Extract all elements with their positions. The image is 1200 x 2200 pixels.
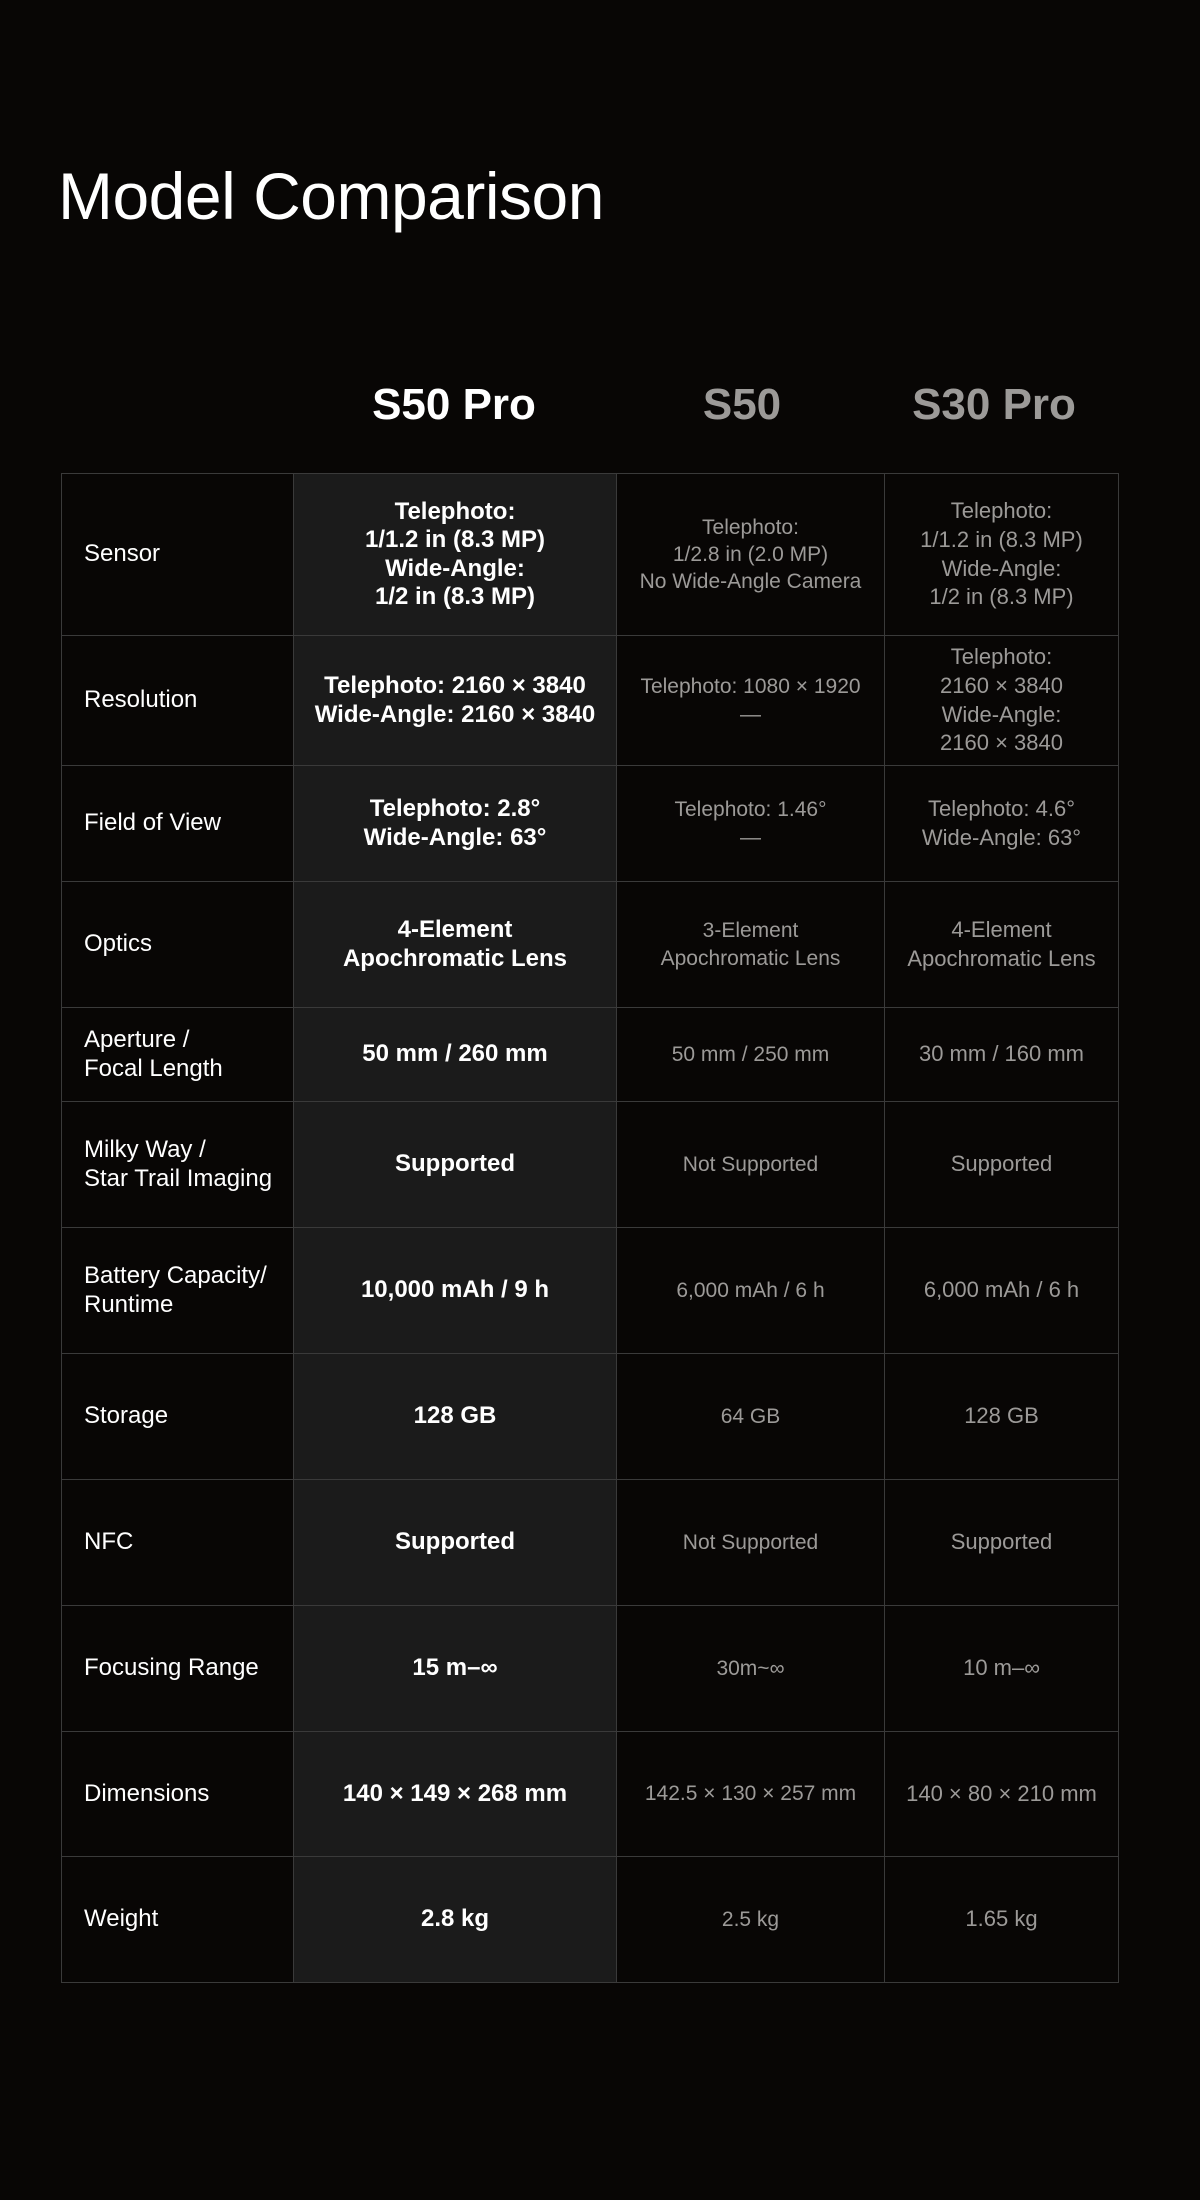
model-header-s50-pro: S50 Pro (372, 380, 536, 429)
table-row (62, 1857, 1119, 1983)
row-label (62, 1732, 294, 1857)
value-cell-s30-pro (885, 1102, 1119, 1228)
value-line: 1/2 in (8.3 MP) (374, 582, 536, 610)
value-cell-s50 (617, 1606, 885, 1732)
value-line: Telephoto: (950, 498, 1053, 524)
table-row (62, 1008, 1119, 1102)
row-label (62, 1228, 294, 1354)
value-line: 2160 × 3840 (940, 672, 1063, 698)
value-cell-s50 (617, 1008, 885, 1102)
value-line: 6,000 mAh / 6 h (923, 1277, 1080, 1303)
value-cell-s30-pro (885, 1480, 1119, 1606)
model-header-s50: S50 (702, 380, 782, 429)
table-row (62, 882, 1119, 1008)
value-line: Telephoto: (702, 515, 799, 539)
row-label (62, 766, 294, 882)
value-line: 2.5 kg (721, 1907, 780, 1931)
row-label-line: Aperture / (84, 1025, 190, 1053)
value-line: Not Supported (682, 1530, 819, 1554)
value-line: Wide-Angle: (941, 555, 1062, 581)
value-line: 4-Element (397, 916, 513, 944)
value-cell-s50-pro (294, 1480, 617, 1606)
table-row (62, 474, 1119, 636)
value-cell-s50 (617, 1857, 885, 1983)
value-cell-s50-pro (294, 474, 617, 636)
value-line: 30 mm / 160 mm (918, 1041, 1085, 1067)
value-cell-s50 (617, 1354, 885, 1480)
value-cell-s30-pro (885, 1857, 1119, 1983)
row-label-line: Weight (84, 1905, 159, 1933)
value-cell-s50 (617, 766, 885, 882)
value-line: 4-Element (951, 916, 1052, 942)
row-label-line: Focusing Range (84, 1654, 259, 1682)
value-line: 10 m–∞ (963, 1655, 1040, 1681)
value-line: Supported (395, 1528, 515, 1556)
table-row (62, 766, 1119, 882)
value-line: 128 GB (413, 1402, 497, 1430)
value-line: Telephoto: (950, 644, 1053, 670)
value-line: Not Supported (682, 1152, 819, 1176)
value-line: Telephoto: 1080 × 1920 (640, 675, 861, 699)
value-cell-s50-pro (294, 882, 617, 1008)
value-line: — (740, 825, 761, 849)
value-line: Wide-Angle: (385, 554, 525, 582)
page-title: Model Comparison (58, 159, 604, 233)
value-line: Supported (950, 1529, 1053, 1555)
row-label (62, 1480, 294, 1606)
table-row (62, 1102, 1119, 1228)
comparison-table (61, 473, 1119, 1983)
model-header-row (0, 370, 1200, 440)
row-label-line: Battery Capacity/ (84, 1261, 267, 1289)
value-line: Apochromatic Lens (660, 946, 841, 970)
row-label-line: Star Trail Imaging (84, 1164, 273, 1192)
value-line: 140 × 149 × 268 mm (342, 1779, 568, 1807)
row-label-line: Focal Length (84, 1054, 223, 1082)
value-cell-s30-pro (885, 474, 1119, 636)
row-label (62, 1354, 294, 1480)
value-cell-s50-pro (294, 1102, 617, 1228)
value-line: 50 mm / 260 mm (362, 1040, 548, 1068)
value-line: Telephoto: 1.46° (674, 798, 827, 822)
table-row (62, 1354, 1119, 1480)
comparison-table-body (62, 474, 1119, 1983)
model-header-s30-pro: S30 Pro (912, 380, 1076, 429)
value-cell-s30-pro (885, 1606, 1119, 1732)
row-label-line: NFC (84, 1528, 134, 1556)
value-line: 1/1.2 in (8.3 MP) (920, 526, 1083, 552)
table-row (62, 1480, 1119, 1606)
value-cell-s50 (617, 1228, 885, 1354)
table-row (62, 636, 1119, 766)
value-line: 3-Element (702, 919, 799, 943)
row-label-line: Runtime (84, 1290, 174, 1318)
value-cell-s50 (617, 636, 885, 766)
row-label (62, 474, 294, 636)
value-line: 10,000 mAh / 9 h (360, 1276, 550, 1304)
value-line: 1/2.8 in (2.0 MP) (672, 542, 829, 566)
value-line: Telephoto: 4.6° (927, 795, 1076, 821)
value-line: 2160 × 3840 (940, 730, 1063, 756)
value-cell-s30-pro (885, 1008, 1119, 1102)
value-line: 6,000 mAh / 6 h (676, 1278, 825, 1302)
row-label (62, 1102, 294, 1228)
value-cell-s50 (617, 1480, 885, 1606)
value-line: Apochromatic Lens (907, 945, 1096, 971)
value-cell-s50 (617, 1102, 885, 1228)
value-cell-s50-pro (294, 1354, 617, 1480)
row-label (62, 1008, 294, 1102)
row-label (62, 636, 294, 766)
value-line: 64 GB (720, 1404, 781, 1428)
value-cell-s30-pro (885, 1732, 1119, 1857)
value-line: Supported (395, 1150, 515, 1178)
value-cell-s50 (617, 1732, 885, 1857)
table-row (62, 1228, 1119, 1354)
value-cell-s30-pro (885, 636, 1119, 766)
row-label-line: Optics (84, 930, 153, 958)
row-label (62, 1606, 294, 1732)
row-label-line: Resolution (84, 686, 198, 714)
value-cell-s30-pro (885, 1354, 1119, 1480)
value-cell-s30-pro (885, 882, 1119, 1008)
value-line: Wide-Angle: 2160 × 3840 (314, 700, 596, 728)
value-line: Telephoto: 2160 × 3840 (324, 672, 586, 700)
row-label (62, 882, 294, 1008)
row-label-line: Sensor (84, 540, 161, 568)
row-label-line: Milky Way / (84, 1135, 206, 1163)
row-label-line: Field of View (84, 809, 221, 837)
table-row (62, 1606, 1119, 1732)
value-line: Apochromatic Lens (342, 944, 568, 972)
value-cell-s50 (617, 882, 885, 1008)
value-line: Telephoto: 2.8° (369, 795, 541, 823)
value-cell-s30-pro (885, 1228, 1119, 1354)
value-line: Wide-Angle: 63° (921, 824, 1082, 850)
value-line: 50 mm / 250 mm (671, 1042, 830, 1066)
value-line: 30m~∞ (716, 1656, 785, 1680)
value-line: 128 GB (964, 1403, 1039, 1429)
value-line: 15 m–∞ (412, 1654, 498, 1682)
value-line: No Wide-Angle Camera (639, 570, 862, 594)
value-line: 142.5 × 130 × 257 mm (644, 1782, 857, 1806)
value-line: Wide-Angle: (941, 701, 1062, 727)
value-line: Supported (950, 1151, 1053, 1177)
value-cell-s50-pro (294, 636, 617, 766)
value-cell-s50-pro (294, 1732, 617, 1857)
value-line: 1.65 kg (965, 1906, 1038, 1932)
value-cell-s50-pro (294, 1857, 617, 1983)
value-line: — (740, 702, 761, 726)
value-line: 140 × 80 × 210 mm (906, 1780, 1097, 1806)
value-cell-s50-pro (294, 1606, 617, 1732)
value-line: 2.8 kg (420, 1905, 490, 1933)
value-cell-s30-pro (885, 766, 1119, 882)
value-cell-s50-pro (294, 1008, 617, 1102)
value-cell-s50-pro (294, 766, 617, 882)
value-cell-s50-pro (294, 1228, 617, 1354)
row-label-line: Storage (84, 1402, 169, 1430)
row-label (62, 1857, 294, 1983)
table-row (62, 1732, 1119, 1857)
value-line: 1/1.2 in (8.3 MP) (364, 526, 546, 554)
value-line: 1/2 in (8.3 MP) (929, 584, 1074, 610)
value-cell-s50 (617, 474, 885, 636)
row-label-line: Dimensions (84, 1779, 210, 1807)
value-line: Telephoto: (394, 497, 516, 525)
value-line: Wide-Angle: 63° (363, 823, 547, 851)
